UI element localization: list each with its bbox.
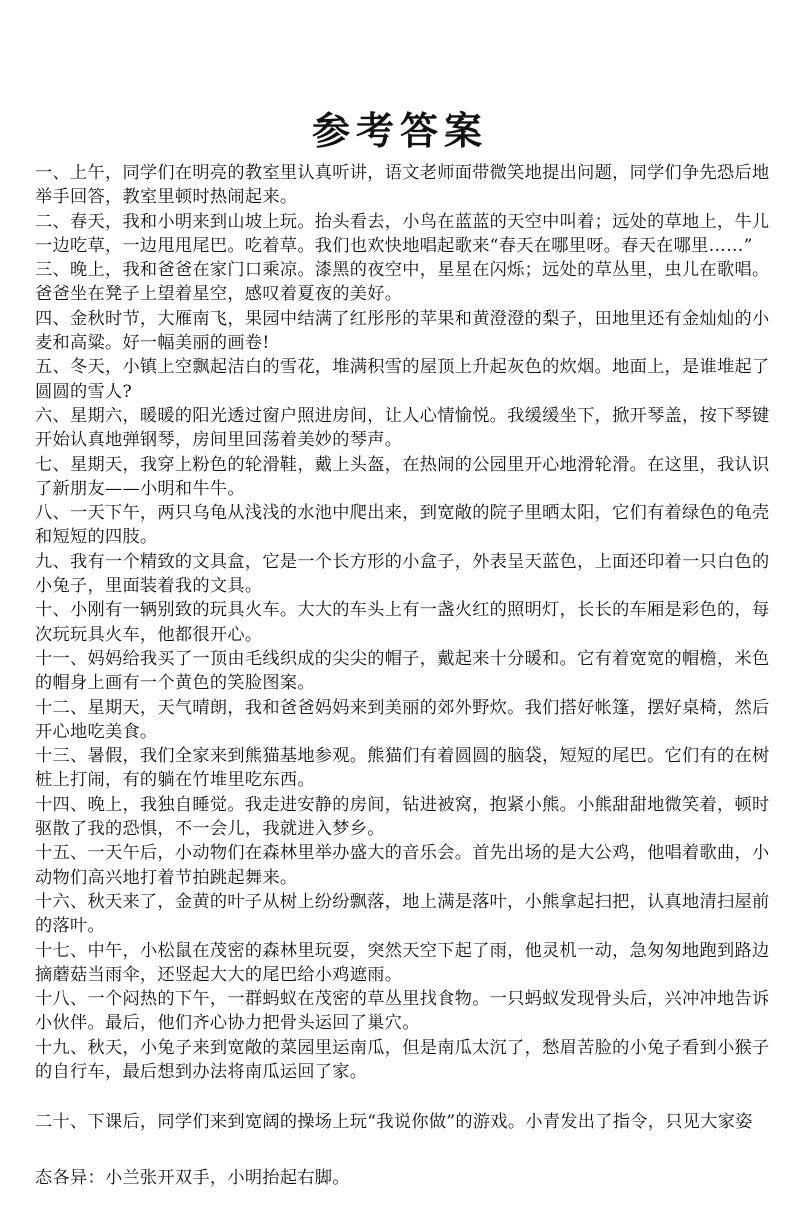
answer-item-4: 四、金秋时节，大雁南飞，果园中结满了红彤彤的苹果和黄澄澄的梨子，田地里还有金灿灿的小麦和高粱。好一幅美丽的画卷! — [35, 308, 770, 354]
answer-item-13: 十三、暑假，我们全家来到熊猫基地参观。熊猫们有着圆圆的脑袋，短短的尾巴。它们有的在树桩上打闹，有的躺在竹堆里吃东西。 — [35, 746, 770, 791]
answer-item-6: 六、星期六，暖暖的阳光透过窗户照进房间，让人心情愉悦。我缓缓坐下，掀开琴盖，按下琴键开始认真地弹钢琴，房间里回荡着美妙的琴声。 — [35, 405, 770, 451]
page-title: 参考答案 — [311, 108, 488, 153]
answer-item-16: 十六、秋天来了，金黄的叶子从树上纷纷飘落，地上满是落叶，小熊拿起扫把，认真地清扫屋前的落叶。 — [35, 891, 770, 937]
answer-item-3: 三、晚上，我和爸爸在家门口乘凉。漆黑的夜空中，星星在闪烁；远处的草丛里，虫儿在歌唱。爸爸坐在凳子上望着星空，感叹着夏夜的美好。 — [35, 260, 770, 305]
answer-item-1: 一、上午，同学们在明亮的教室里认真听讲，语文老师面带微笑地提出问题，同学们争先恐后地举手回答，教室里顿时热闹起来。 — [35, 163, 770, 208]
answer-list — [35, 161, 770, 1206]
answer-item-14: 十四、晚上，我独自睡觉。我走进安静的房间，钻进被窝，抱紧小熊。小熊甜甜地微笑着，顿时驱散了我的恐惧，不一会儿，我就进入梦乡。 — [35, 794, 770, 840]
answer-item-5: 五、冬天，小镇上空飘起洁白的雪花，堆满积雪的屋顶上升起灰色的炊烟。地面上，是谁堆起了圆圆的雪人? — [35, 357, 770, 402]
answer-item-8: 八、一天下午，两只乌龟从浅浅的水池中爬出来，到宽敞的院子里晒太阳，它们有着绿色的龟壳和短短的四肢。 — [35, 503, 770, 548]
answer-item-17: 十七、中午，小松鼠在茂密的森林里玩耍，突然天空下起了雨，他灵机一动，急匆匆地跑到路边摘蘑菇当雨伞，还竖起大大的尾巴给小鸡遮雨。 — [35, 940, 770, 985]
answer-item-20: 二十、下课后，同学们来到宽阔的操场上玩“我说你做”的游戏。小青发出了指令，只见大家姿态各异：小兰张开双手，小明抬起右脚。 — [35, 1112, 753, 1189]
answer-item-9: 九、我有一个精致的文具盒，它是一个长方形的小盒子，外表呈天蓝色，上面还印着一只白色的小兔子，里面装着我的文具。 — [35, 551, 770, 597]
answer-item-19: 十九、秋天，小兔子来到宽敞的菜园里运南瓜，但是南瓜太沉了，愁眉苦脸的小兔子看到小猴子的自行车，最后想到办法将南瓜运回了家。 — [35, 1037, 770, 1082]
answer-item-12: 十二、星期天，天气晴朗，我和爸爸妈妈来到美丽的郊外野炊。我们搭好帐篷，摆好桌椅，然后开心地吃美食。 — [35, 697, 770, 742]
answer-item-18: 十八、一个闷热的下午，一群蚂蚁在茂密的草丛里找食物。一只蚂蚁发现骨头后，兴冲冲地告诉小伙伴。最后，他们齐心协力把骨头运回了巢穴。 — [35, 989, 770, 1034]
answer-item-11: 十一、妈妈给我买了一顶由毛线织成的尖尖的帽子，戴起来十分暖和。它有着宽宽的帽檐，米色的帽身上画有一个黄色的笑脸图案。 — [35, 648, 770, 694]
answer-item-10: 十、小刚有一辆别致的玩具火车。大大的车头上有一盏火红的照明灯，长长的车厢是彩色的，每次玩玩具火车，他都很开心。 — [35, 600, 770, 645]
answer-item-15: 十五、一天午后，小动物们在森林里举办盛大的音乐会。首先出场的是大公鸡，他唱着歌曲，小动物们高兴地打着节拍跳起舞来。 — [35, 843, 770, 888]
answer-item-7: 七、星期天，我穿上粉色的轮滑鞋，戴上头盔，在热闹的公园里开心地滑轮滑。在这里，我认识了新朋友——小明和牛牛。 — [35, 454, 770, 499]
answer-item-2: 二、春天，我和小明来到山坡上玩。抬头看去，小鸟在蓝蓝的天空中叫着；远处的草地上，牛儿一边吃草，一边甩甩尾巴。吃着草。我们也欢快地唱起歌来“春天在哪里呀。春天在哪里……” — [35, 211, 770, 256]
